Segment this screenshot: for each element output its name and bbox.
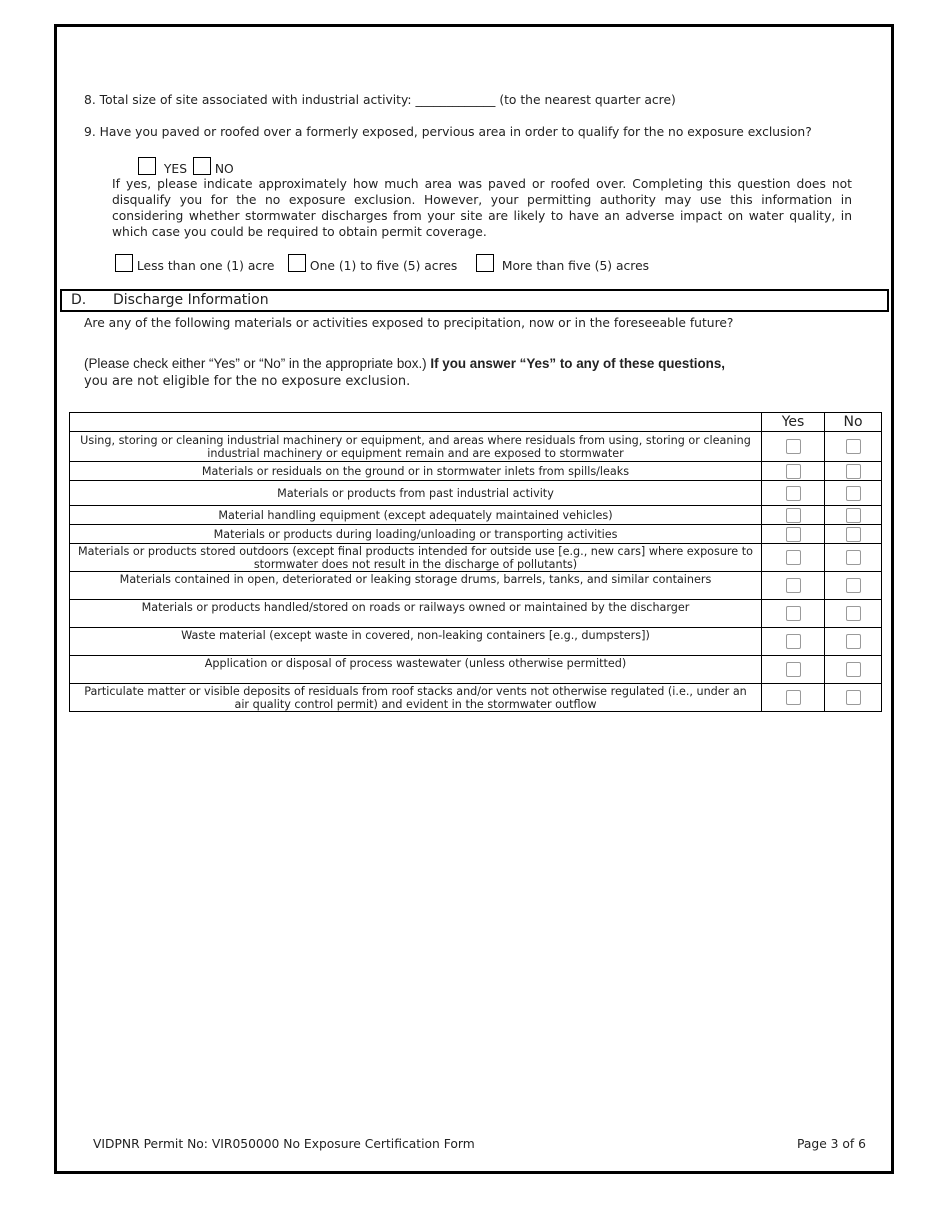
section-d-instruction xyxy=(84,356,725,371)
area-option-less-than-one xyxy=(115,254,274,273)
area-one-to-five-label: One (1) to five (5) acres xyxy=(309,259,458,273)
table-row xyxy=(70,462,882,481)
table-row xyxy=(70,432,882,462)
row-1-no-checkbox[interactable] xyxy=(846,439,861,454)
row-10-no-checkbox[interactable] xyxy=(846,662,861,677)
row-6-no-checkbox[interactable] xyxy=(846,550,861,565)
row-6-yes-checkbox[interactable] xyxy=(786,550,801,565)
row-7-no-checkbox[interactable] xyxy=(846,578,861,593)
row-7-yes-checkbox[interactable] xyxy=(786,578,801,593)
row-11-no-checkbox[interactable] xyxy=(846,690,861,705)
area-one-to-five-checkbox[interactable] xyxy=(288,254,306,272)
instruction-line-2: you are not eligible for the no exposure exclusion. xyxy=(84,374,411,389)
table-row xyxy=(70,525,882,544)
table-row xyxy=(70,481,882,506)
table-row xyxy=(70,656,882,684)
row-8-no-checkbox[interactable] xyxy=(846,606,861,621)
section-d-title: Discharge Information xyxy=(113,292,269,308)
row-9-yes-checkbox[interactable] xyxy=(786,634,801,649)
area-more-than-five-label: More than five (5) acres xyxy=(501,259,650,273)
paved-no-label: NO xyxy=(214,162,234,176)
table-row xyxy=(70,506,882,525)
question-9-label: 9. Have you paved or roofed over a formerly exposed, pervious area in order to qualify for the no exposure exclusion? xyxy=(84,125,812,139)
table-row xyxy=(70,544,882,572)
row-description: Materials or products stored outdoors (except final products intended for outside use [e.g., new cars] where exposure to stormwater does not result in the discharge of pollutants) xyxy=(70,544,762,572)
footer-form-name: VIDPNR Permit No: VIR050000 No Exposure Certification Form xyxy=(93,1137,475,1151)
table-header-row xyxy=(70,413,882,432)
instruction-bold: If you answer “Yes” to any of these questions, xyxy=(430,356,726,371)
row-3-yes-checkbox[interactable] xyxy=(786,486,801,501)
table-header-no: No xyxy=(825,413,882,432)
row-3-no-checkbox[interactable] xyxy=(846,486,861,501)
area-option-one-to-five xyxy=(288,254,457,273)
paved-yes-label: YES xyxy=(163,162,188,176)
question-8-suffix: (to the nearest quarter acre) xyxy=(499,93,676,107)
row-8-yes-checkbox[interactable] xyxy=(786,606,801,621)
section-d-question: Are any of the following materials or activities exposed to precipitation, now or in the foreseeable future? xyxy=(84,316,734,330)
row-4-yes-checkbox[interactable] xyxy=(786,508,801,523)
area-less-than-one-label: Less than one (1) acre xyxy=(136,259,275,273)
footer-page-number: Page 3 of 6 xyxy=(797,1137,866,1151)
paved-yes-checkbox[interactable] xyxy=(138,157,156,175)
area-more-than-five-checkbox[interactable] xyxy=(476,254,494,272)
section-d-letter: D. xyxy=(71,292,87,308)
area-option-more-than-five xyxy=(476,254,649,273)
row-5-yes-checkbox[interactable] xyxy=(786,527,801,542)
row-2-yes-checkbox[interactable] xyxy=(786,464,801,479)
materials-exposure-table xyxy=(69,412,882,712)
table-row xyxy=(70,572,882,600)
row-11-yes-checkbox[interactable] xyxy=(786,690,801,705)
table-row xyxy=(70,600,882,628)
table-header-item xyxy=(70,413,762,432)
row-description: Material handling equipment (except adequately maintained vehicles) xyxy=(70,506,762,525)
row-1-yes-checkbox[interactable] xyxy=(786,439,801,454)
row-description: Materials or products handled/stored on roads or railways owned or maintained by the discharger xyxy=(70,600,762,628)
row-description: Materials or products from past industrial activity xyxy=(70,481,762,506)
row-10-yes-checkbox[interactable] xyxy=(786,662,801,677)
table-header-yes: Yes xyxy=(762,413,825,432)
row-2-no-checkbox[interactable] xyxy=(846,464,861,479)
instruction-plain: (Please check either “Yes” or “No” in the appropriate box.) xyxy=(84,356,427,371)
row-4-no-checkbox[interactable] xyxy=(846,508,861,523)
row-description: Particulate matter or visible deposits of residuals from roof stacks and/or vents not otherwise regulated (i.e., under an air quality control permit) and evident in the stormwater outflow xyxy=(70,684,762,712)
row-description: Materials or residuals on the ground or in stormwater inlets from spills/leaks xyxy=(70,462,762,481)
paved-explanation: If yes, please indicate approximately how much area was paved or roofed over. Completing this question does not disqualify you for the no exposure exclusion. However, your permitting authority may use this information in considering whether stormwater discharges from your site are likely to have an adverse impact on water quality, in which case you could be required to obtain permit coverage. xyxy=(112,177,852,239)
row-9-no-checkbox[interactable] xyxy=(846,634,861,649)
row-description: Application or disposal of process wastewater (unless otherwise permitted) xyxy=(70,656,762,684)
site-size-blank[interactable]: _____________ xyxy=(415,93,496,107)
row-5-no-checkbox[interactable] xyxy=(846,527,861,542)
table-row xyxy=(70,628,882,656)
question-8-label: 8. Total size of site associated with industrial activity: xyxy=(84,93,412,107)
paved-no-checkbox[interactable] xyxy=(193,157,211,175)
area-less-than-one-checkbox[interactable] xyxy=(115,254,133,272)
paved-yes-no-group xyxy=(138,157,234,176)
row-description: Waste material (except waste in covered, non-leaking containers [e.g., dumpsters]) xyxy=(70,628,762,656)
row-description: Materials contained in open, deteriorated or leaking storage drums, barrels, tanks, and similar containers xyxy=(70,572,762,600)
question-8 xyxy=(84,93,676,107)
row-description: Materials or products during loading/unloading or transporting activities xyxy=(70,525,762,544)
row-description: Using, storing or cleaning industrial machinery or equipment, and areas where residuals from using, storing or cleaning industrial machinery or equipment remain and are exposed to stormwater xyxy=(70,432,762,462)
table-row xyxy=(70,684,882,712)
section-d-header xyxy=(60,289,889,312)
